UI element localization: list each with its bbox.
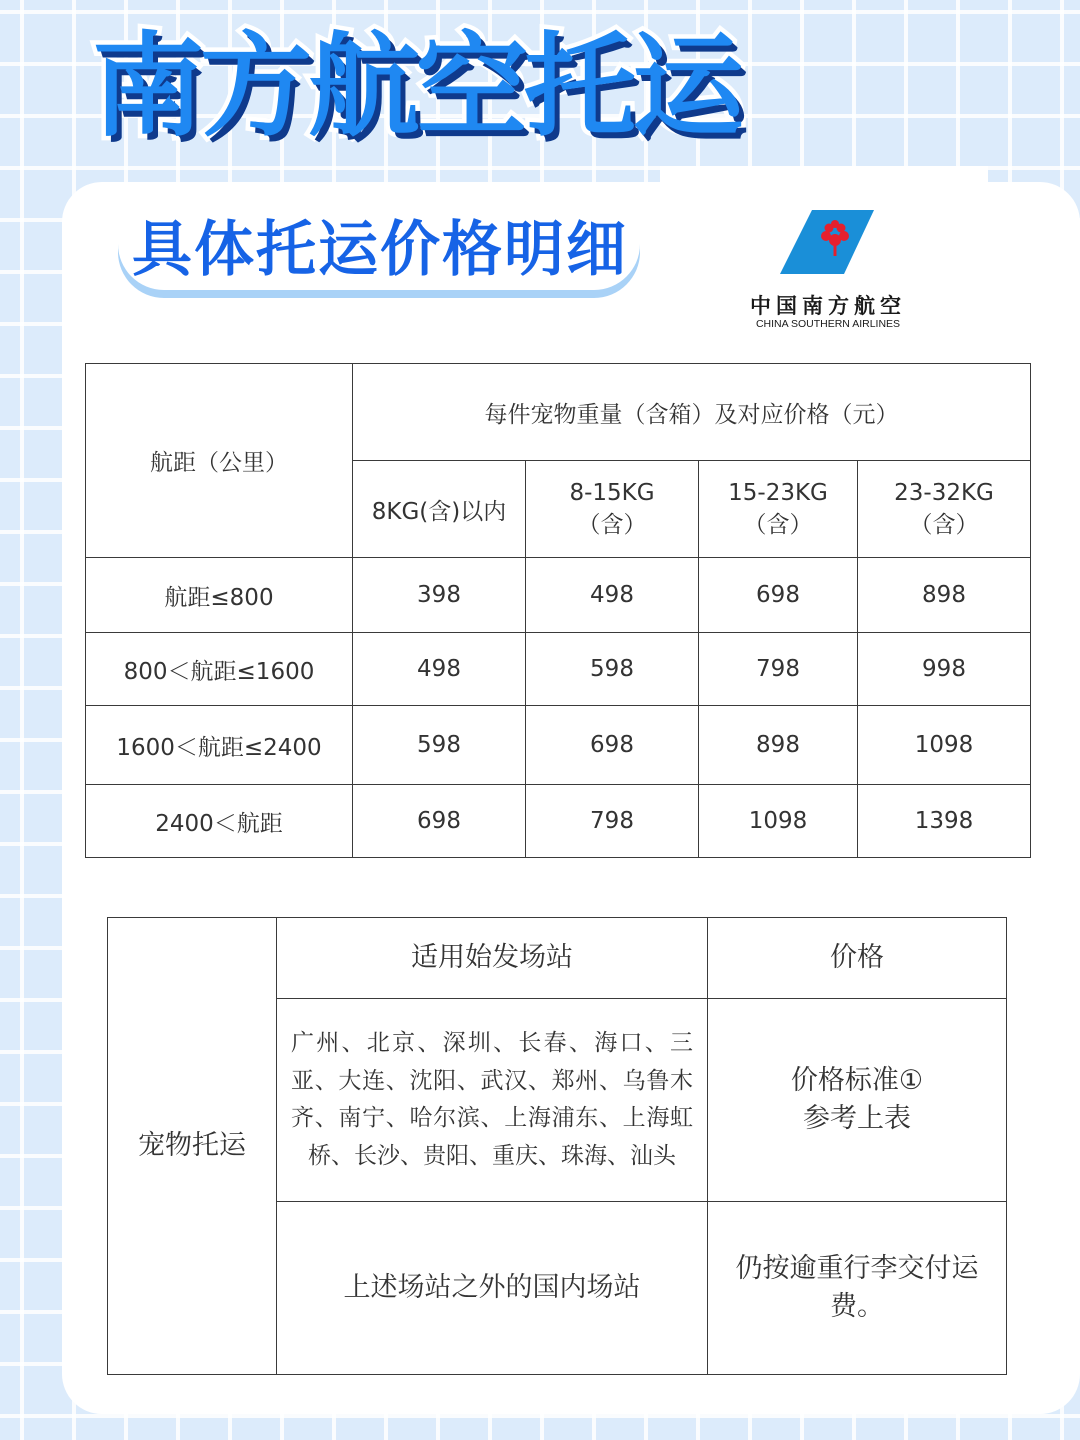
price-rule-line2: 参考上表 xyxy=(803,1103,911,1134)
weight-column-line2: （含） xyxy=(743,511,813,538)
subtitle-banner xyxy=(118,198,640,290)
china-southern-logo xyxy=(748,206,908,336)
price-cell: 498 xyxy=(526,558,699,633)
page-title: 南方航空托运 xyxy=(92,22,740,152)
price-cell: 698 xyxy=(526,706,699,785)
logo-chinese-name: 中国南方航空 xyxy=(750,294,906,318)
weight-column-line1: 8KG(含)以内 xyxy=(371,498,507,525)
distance-cell: 航距≤800 xyxy=(86,558,353,633)
price-cell: 798 xyxy=(699,633,858,706)
table-row xyxy=(86,558,1031,633)
table-row xyxy=(86,633,1031,706)
price-cell: 498 xyxy=(353,633,526,706)
price-cell: 898 xyxy=(699,706,858,785)
weight-column-line1: 23-32KG xyxy=(894,479,994,506)
kapok-tail-icon xyxy=(778,206,878,278)
station-header: 适用始发场站 xyxy=(277,918,708,999)
price-rule-line1: 价格标准① xyxy=(790,1065,924,1096)
price-rule-line2: 费。 xyxy=(830,1291,884,1322)
price-cell: 1098 xyxy=(699,785,858,858)
logo-english-name: CHINA SOUTHERN AIRLINES xyxy=(755,318,901,330)
weight-column-header xyxy=(858,461,1031,558)
price-cell: 1098 xyxy=(858,706,1031,785)
price-rule-line1: 仍按逾重行李交付运 xyxy=(735,1253,979,1284)
price-rule-cell xyxy=(708,999,1007,1202)
card-notch xyxy=(660,166,988,206)
weight-column-line1: 15-23KG xyxy=(728,479,828,506)
weight-column-line1: 8-15KG xyxy=(569,479,655,506)
price-cell: 898 xyxy=(858,558,1031,633)
price-cell: 598 xyxy=(526,633,699,706)
price-header: 价格 xyxy=(708,918,1007,999)
price-cell: 1398 xyxy=(858,785,1031,858)
weight-column-header xyxy=(699,461,858,558)
distance-cell: 2400＜航距 xyxy=(86,785,353,858)
distance-header: 航距（公里） xyxy=(86,364,353,558)
price-cell: 698 xyxy=(353,785,526,858)
weight-column-line2: （含） xyxy=(577,511,647,538)
price-cell: 698 xyxy=(699,558,858,633)
stations-cell: 广州、北京、深圳、长春、海口、三亚、大连、沈阳、武汉、郑州、乌鲁木齐、南宁、哈尔滨、上海浦东、上海虹桥、长沙、贵阳、重庆、珠海、汕头 xyxy=(277,999,708,1202)
price-table xyxy=(85,363,1031,858)
table-row xyxy=(86,706,1031,785)
price-cell: 598 xyxy=(353,706,526,785)
weight-column-header xyxy=(526,461,699,558)
distance-cell: 1600＜航距≤2400 xyxy=(86,706,353,785)
price-cell: 798 xyxy=(526,785,699,858)
weight-column-header xyxy=(353,461,526,558)
subtitle-text: 具体托运价格明细 xyxy=(132,215,628,285)
station-table xyxy=(107,917,1007,1375)
category-cell: 宠物托运 xyxy=(108,918,277,1375)
weight-header: 每件宠物重量（含箱）及对应价格（元） xyxy=(353,364,1031,461)
table-row xyxy=(86,785,1031,858)
price-cell: 998 xyxy=(858,633,1031,706)
weight-column-line2: （含） xyxy=(909,511,979,538)
distance-cell: 800＜航距≤1600 xyxy=(86,633,353,706)
price-cell: 398 xyxy=(353,558,526,633)
stations-cell: 上述场站之外的国内场站 xyxy=(277,1202,708,1375)
price-rule-cell xyxy=(708,1202,1007,1375)
